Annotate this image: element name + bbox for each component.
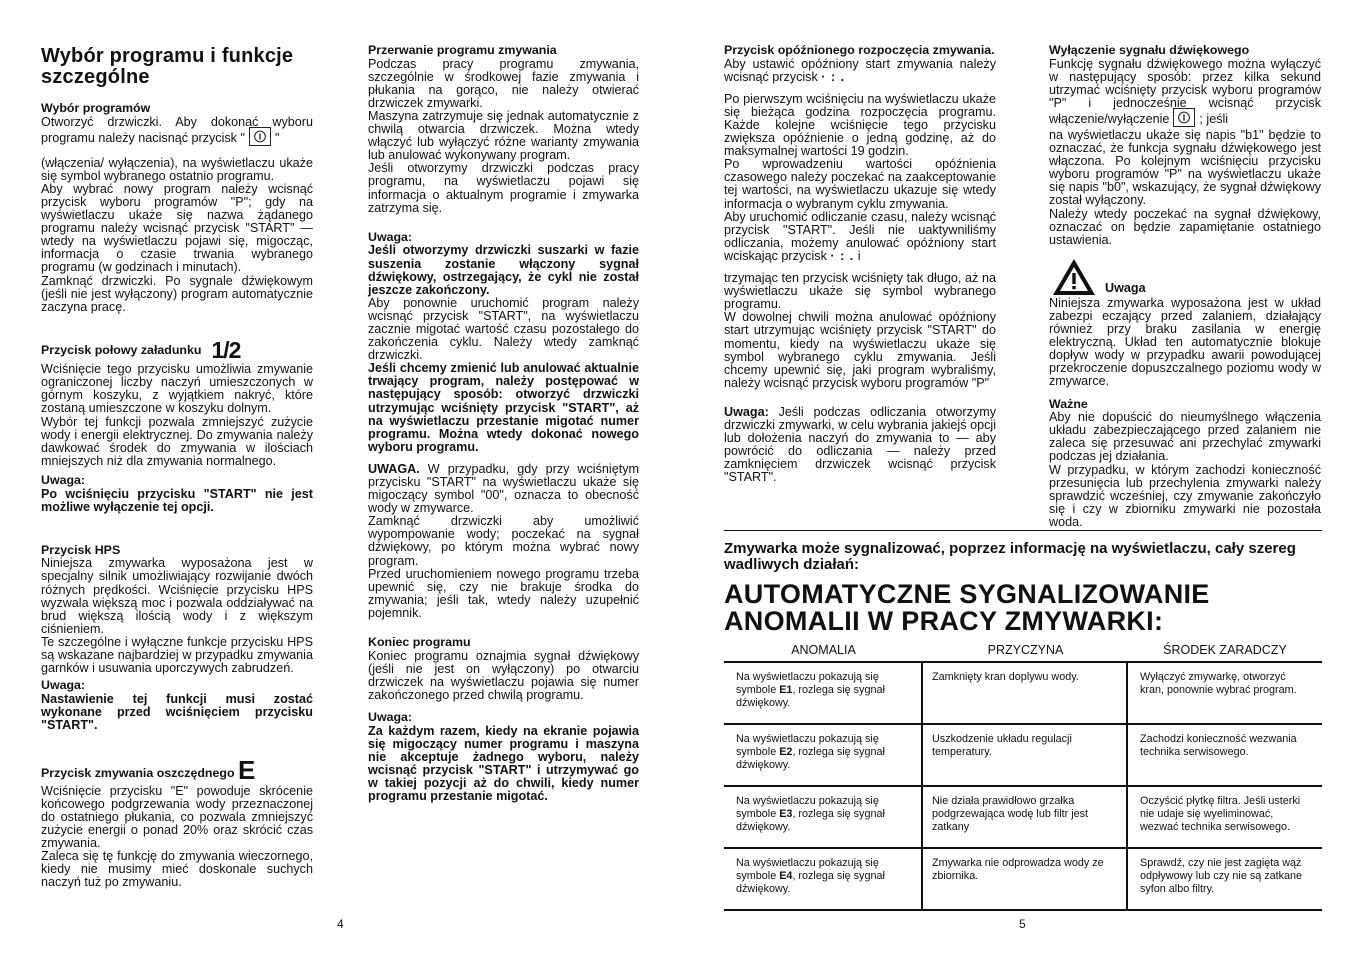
paragraph: Wybór tej funkcji pozwala zmniejszyć zużycie wody i energii elektrycznej. Do zmywania należy dawkować środek do zmywania w ilościach mniejszych niż dla zmywania normalnego. — [41, 414, 313, 468]
paragraph: Maszyna zatrzymuje się jednak automatycznie z chwilą otwarcia drzwiczek. Można wtedy włączyć lub wyłączyć różne warianty zmywania lub anulować wykonywany program. — [368, 109, 639, 163]
anomaly-table — [724, 637, 1322, 911]
uwaga-label: Uwaga: — [368, 229, 413, 244]
wazne-label: Ważne — [1049, 396, 1088, 411]
paragraph: na wyświetlaczu ukaże się napis "b1" będzie to oznaczać, że funkcja sygnału dźwiękowego jest włączona. Po kolejnym wciśnięciu przycisku wyboru programów "P" na wyświetlaczu ukaże się napis "b0", wskazujący, że sygnał dźwiękowy został wyłączony. — [1049, 128, 1321, 208]
paragraph: Aby ponownie uruchomić program należy wcisnąć przycisk "START", na wyświetlaczu zacznie migotać wartość czasu pozostałego do zakończenia cyklu. Należy wtedy zamknąć drzwiczki. — [368, 295, 639, 363]
error-code: E4 — [779, 869, 793, 882]
paragraph — [724, 211, 996, 263]
paragraph: Niniejsza zmywarka wyposażona jest w układ zabezpi eczający przed zalaniem, działający również przy braku zasilania w energię elektryczną. Układ ten automatycznie blokuje dopływ wody w przypadku awarii powodującej przekroczenie dopuszczalnego poziomu wody w zmywarce. — [1049, 295, 1321, 389]
paragraph: Niniejsza zmywarka wyposażona jest w specjalny silnik umożliwiający rozwijanie dwóch różnych prędkości. Wciśnięcie przycisku HPS wyzwala większą moc i pozwala oddziaływać na brud większą ilością wody i z większym ciśnieniem. — [41, 556, 313, 636]
text: " — [274, 130, 280, 145]
page-title: Wybór programu i funkcje szczególne — [41, 45, 294, 88]
cause-cell: Uszkodzenie układu regulacji temperatury. — [923, 725, 1128, 785]
uwaga-label: UWAGA. — [368, 461, 420, 476]
paragraph: Po wprowadzeniu wartości opóźnienia czasowego należy poczekać na zaakceptowanie tej wartości, na wyświetlaczu ukazuje się wtedy informacja o wybranym cyklu zmywania. — [724, 157, 996, 211]
section-heading-hps: Przycisk HPS — [41, 542, 121, 557]
paragraph: Po pierwszym wciśnięciu na wyświetlaczu ukaże się bieżąca godzina rozpoczęcia programu. Każde kolejne wciśnięcie tego przycisku zwiększa opóźnienie o jedną godzinę, aż do maksymalnej wartości 19 godzin. — [724, 91, 996, 159]
right-column-2 — [1049, 44, 1321, 529]
column-header-anomalia: ANOMALIA — [791, 643, 856, 657]
paragraph: Jeśli otworzymy drzwiczki podczas pracy programu, na wyświetlaczu pojawi się informacja o aktualnym programie i zmywarka zatrzyma się. — [368, 161, 639, 215]
section-heading-przerwanie: Przerwanie programu zmywania — [368, 43, 557, 57]
text: Na wyświetlaczu pokazują się symbole — [736, 795, 879, 820]
uwaga-text: Za każdym razem, kiedy na ekranie pojawia się migoczący numer programu i maszyna nie akceptuje żadnego wyboru, należy wcisnąć przycisk "START" i utrzymywać go w takiej pozycji aż do chwili, kiedy numer programu przestanie migotać. — [368, 723, 639, 804]
warning-block — [1049, 257, 1321, 297]
anomaly-title: AUTOMATYCZNE SYGNALIZOWANIE ANOMALII W PRACY ZMYWARKI: — [724, 579, 1210, 636]
cause-cell: Nie działa prawidłowo grzałka podgrzewająca wodę lub filtr jest zatkany — [923, 787, 1128, 847]
paragraph: Zamknąć drzwiczki. Po sygnale dźwiękowym (jeśli nie jest wyłączony) program automatycznie zaczyna pracę. — [41, 273, 313, 314]
paragraph — [1049, 58, 1321, 129]
uwaga-label: Uwaga: — [368, 710, 413, 725]
anomaly-cell — [724, 787, 923, 847]
section-heading-sygnal: Wyłączenie sygnału dźwiękowego — [1049, 43, 1250, 57]
paragraph — [41, 116, 313, 148]
section-heading-wybor: Wybór programów — [41, 101, 151, 115]
section-heading-opozniony: Przycisk opóźnionego rozpoczęcia zmywania. — [724, 43, 995, 57]
right-column-1 — [724, 44, 996, 484]
section-heading-oszczedny — [41, 756, 313, 785]
text: Otworzyć drzwiczki. Aby dokonać wyboru programu należy nacisnąć przycisk " — [41, 114, 313, 145]
text: ; jeśli — [1199, 111, 1229, 126]
remedy-cell: Zachodzi konieczność wezwania technika serwisowego. — [1140, 733, 1297, 758]
text: Na wyświetlaczu pokazują się symbole — [736, 671, 879, 696]
paragraph: W przypadku, w którym zachodzi konieczność przesunięcia lub przechylenia zmywarki należy sprawdzić wcześniej, czy zmywanie zakończyło się i czy w zbiorniku zmywarki nie pozostała woda. — [1049, 462, 1321, 529]
text: , rozlega się sygnał dźwiękowy. — [736, 745, 885, 771]
paragraph: Przed uruchomieniem nowego programu trzeba upewnić się, czy nie brakuje środka do zmywania; jeśli tak, wtedy należy uzupełnić pojemnik. — [368, 566, 639, 620]
warning-heading: Uwaga — [1105, 280, 1146, 295]
text: i — [857, 248, 861, 263]
paragraph: (włączenia/ wyłączenia), na wyświetlaczu ukaże się symbol wybranego ostatnio programu. — [41, 155, 313, 183]
paragraph: Zaleca się tę funkcję do zmywania wieczornego, kiedy nie musimy mieć doskonale suchych naczyń tuż po zmywaniu. — [41, 849, 313, 890]
anomaly-cell — [724, 725, 923, 785]
text: Na wyświetlaczu pokazują się symbole — [736, 857, 879, 882]
table-header — [724, 637, 1322, 663]
page-number-left: 4 — [337, 917, 344, 931]
paragraph: Wciśnięcie tego przycisku umożliwia zmywanie ograniczonej liczby naczyń umieszczonych w górnym koszyku, z wyjątkiem nakryć, które zostaną umieszczone w koszyku dolnym. — [41, 362, 313, 416]
uwaga-text: Nastawienie tej funkcji musi zostać wykonane przed wciśnięciem przycisku "START". — [41, 691, 313, 733]
table-row — [724, 725, 1322, 787]
page-number-right: 5 — [1019, 917, 1026, 931]
paragraph: trzymając ten przycisk wciśnięty tak długo, aż na wyświetlaczu ukaże się symbol wybranego programu. — [724, 271, 996, 312]
cause-cell: Zamknięty kran doplywu wody. — [923, 663, 1128, 723]
uwaga-label: Uwaga: — [724, 404, 769, 419]
uwaga-label: Uwaga: — [41, 472, 86, 487]
section-heading-koniec: Koniec programu — [368, 635, 471, 650]
power-button-icon — [1173, 108, 1195, 127]
left-column-1 — [41, 38, 313, 889]
text: , rozlega się sygnał dźwiękowy. — [736, 807, 885, 833]
delay-timer-icon: · : . — [821, 69, 846, 84]
remedy-cell: Sprawdź, czy nie jest zagięta wąż odpływowy lub czy nie są zatkane syfon albo filtry. — [1140, 857, 1303, 895]
warning-triangle-icon — [1051, 257, 1097, 297]
paragraph — [724, 58, 996, 84]
text: Jeśli podczas odliczania otworzymy drzwiczki zmywarki, w celu wybrania jakiejś opcji lub dołożenia naczyń do zmywania to — aby powrócić do odliczania — należy przed zamknięciem drzwiczek wcisnąć przycisk "START". — [724, 404, 996, 485]
anomaly-cell — [724, 849, 923, 909]
paragraph: Aby nie dopuścić do nieumyślnego włączenia układu zabezpieczającego przed zalaniem nie zaleca się przesuwać ani przechylać zmywarki podczas jej działania. — [1049, 410, 1321, 464]
left-column-2 — [368, 44, 639, 803]
half-load-icon: 1/2 — [211, 336, 241, 363]
text: Przycisk zmywania oszczędnego — [41, 766, 235, 781]
eco-e-icon: E — [237, 755, 256, 786]
uwaga-text: Po wciśnięciu przycisku "START" nie jest możliwe wyłączenie tej opcji. — [41, 486, 313, 514]
column-header-srodek: ŚRODEK ZARADCZY — [1163, 643, 1287, 657]
text: Aby ustawić opóźniony start zmywania należy wcisnąć przycisk — [724, 56, 996, 84]
cause-cell: Zmywarka nie odprowadza wody ze zbiornika. — [923, 849, 1128, 909]
section-heading-polowy — [41, 338, 313, 363]
error-code: E2 — [779, 745, 793, 758]
text: , rozlega się sygnał dźwiękowy. — [736, 869, 885, 895]
text: Przycisk połowy załadunku — [41, 342, 202, 357]
anomaly-cell — [724, 663, 923, 723]
table-row — [724, 663, 1322, 725]
uwaga-text: Jeśli otworzymy drzwiczki suszarki w fazie suszenia zostanie włączony sygnał dźwiękowy, ostrzegający, że cykl nie został jeszcze zakończony. — [368, 243, 639, 297]
paragraph: Zamknąć drzwiczki aby umożliwić wypompowanie wody; poczekać na sygnał dźwiękowy, po którym można wybrać nowy program. — [368, 514, 639, 568]
table-row — [724, 849, 1322, 911]
paragraph: W dowolnej chwili można anulować opóźniony start utrzymując wciśnięty przycisk "START" do momentu, kiedy na wyświetlaczu ukaże się symbol wybranego cyklu zmywania. Jeśli chcemy upewnić się, jaki program wybraliśmy, należy wcisnąć przycisk wyboru programów "P" — [724, 310, 996, 390]
text: Funkcję sygnału dźwiękowego można wyłączyć w następujący sposób: przez kilka sekund utrzymać wciśnięty przycisk wyboru programów "P" i jednocześnie wcisnąć przycisk włączenie/wyłączenie — [1049, 56, 1321, 126]
paragraph — [724, 406, 996, 485]
error-code: E3 — [779, 807, 793, 820]
paragraph: Wciśnięcie przycisku "E" powoduje skrócenie końcowego podgrzewania wody przeznaczonej do ostatniego płukania, co pozwala zmniejszyć zużycie energii o ponad 20% oraz skrócić czas zmywania. — [41, 783, 313, 851]
remedy-cell: Wyłączyć zmywarkę, otworzyć kran, ponownie wybrać program. — [1140, 671, 1297, 696]
paragraph: Koniec programu oznajmia sygnał dźwiękowy (jeśli nie jest on wyłączony) po otwarciu drzwiczek na wyświetlaczu pojawia się numer zakończonego przed chwilą programu. — [368, 648, 639, 702]
divider — [724, 530, 1322, 531]
remedy-cell: Oczyścić płytkę filtra. Jeśli usterki nie udaje się wyeliminować, wezwać technika serwisowego. — [1140, 795, 1301, 833]
paragraph: Te szczególne i wyłączne funkcje przycisku HPS są wskazane najbardziej w przypadku zmywania garnków i usuwania uporczywych zabrudzeń. — [41, 634, 313, 676]
paragraph — [368, 463, 639, 515]
paragraph: Aby wybrać nowy program należy wcisnąć przycisk wyboru programów "P"; gdy na wyświetlaczu ukaże się nazwa żądanego programu należy wcisnąć przycisk "START" — wtedy na wyświetlaczu pojawi się, migocząc, informacja o czasie trwania wybranego programu (w godzinach i minutach). — [41, 181, 313, 275]
section-subheading: Zmywarka może sygnalizować, poprzez informację na wyświetlaczu, cały szereg wadliwych działań: — [724, 540, 1296, 574]
uwaga-text: Jeśli chcemy zmienić lub anulować aktualnie trwający program, należy postępować w następujący sposób: otworzyć drzwiczki utrzymując wciśnięty przycisk "START", aż na wyświetlaczu przestanie migotać numer programu. Można wtedy dokonać nowego wyboru programu. — [368, 361, 639, 454]
text: W przypadku, gdy przy wciśniętym przycisku "START" na wyświetlaczu ukaże się migoczący symbol "00", oznacza to obecność wody w zmywarce. — [368, 461, 639, 516]
text: , rozlega się sygnał dźwiękowy. — [736, 683, 885, 709]
delay-timer-icon: · : . — [830, 248, 855, 263]
paragraph: Podczas pracy programu zmywania, szczególnie w środkowej fazie zmywania i płukania na gorąco, nie należy otwierać drzwiczek zmywarki. — [368, 56, 639, 110]
text: Na wyświetlaczu pokazują się symbole — [736, 733, 879, 758]
uwaga-label: Uwaga: — [41, 678, 86, 693]
error-code: E1 — [779, 683, 793, 696]
power-button-icon — [249, 127, 271, 146]
table-row — [724, 787, 1322, 849]
paragraph: Należy wtedy poczekać na sygnał dźwiękowy, oznaczać on będzie zapamiętanie ostatniego ustawienia. — [1049, 206, 1321, 247]
column-header-przyczyna: PRZYCZYNA — [987, 643, 1064, 657]
text: Aby uruchomić odliczanie czasu, należy wcisnąć przycisk "START". Jeśli nie uaktywniliśmy odliczania, możemy anulować opóźniony start wciskając przycisk — [724, 209, 996, 263]
